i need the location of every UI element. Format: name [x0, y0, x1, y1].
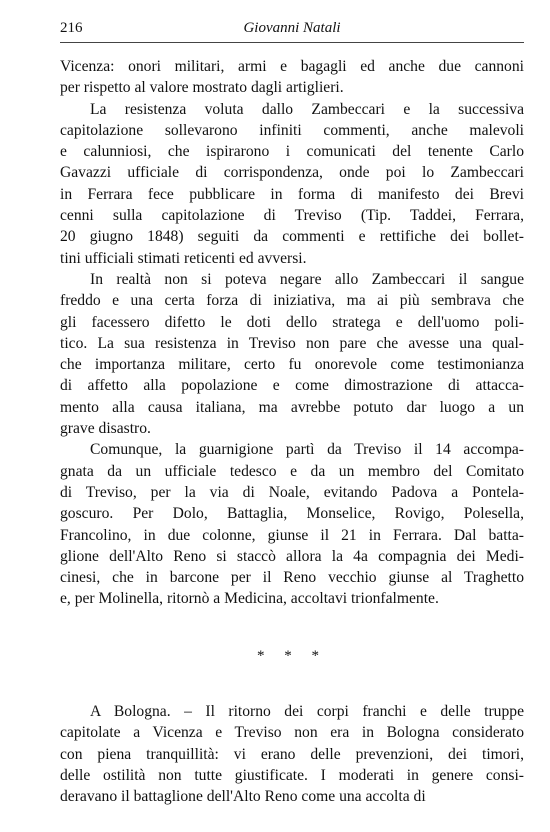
text-line: glione dell'Alto Reno si staccò allora la 4a compagnia dei Medi- — [60, 547, 524, 565]
paragraph — [60, 56, 524, 99]
text-line: 20 giugno 1848) seguiti da commenti e rettifiche dei bollet- — [60, 228, 524, 246]
text-line: goscuro. Per Dolo, Battaglia, Monselice, Rovigo, Polesella, — [60, 505, 524, 523]
text-line: grave disastro. — [60, 420, 151, 438]
page-header — [60, 20, 524, 43]
text-line: capitolazione sollevarono infiniti commenti, anche malevoli — [60, 121, 524, 139]
text-line: Francolino, in due colonne, giunse il 21 in Ferrara. Dal batta- — [60, 526, 524, 544]
text-line: di Treviso, per la via di Noale, evitando Padova a Pontela- — [60, 483, 524, 501]
text-line: che importanza militare, certo fu onorevole come testimonianza — [60, 356, 524, 374]
text-line: deravano il battaglione dell'Alto Reno come una accolta di — [60, 788, 426, 806]
text-line: e calunniosi, che ispirarono i comunicati del tenente Carlo — [60, 143, 524, 161]
text-line: di affetto alla popolazione e come dimostrazione di attacca- — [60, 377, 524, 395]
text-line: cinesi, che in barcone per il Reno vecchio giunse al Traghetto — [60, 569, 524, 587]
text-line: gli facessero difetto le doti dello stratega e dell'uomo poli- — [60, 313, 524, 331]
section-separator: * * * — [257, 647, 327, 664]
text-line: per rispetto al valore mostrato dagli artiglieri. — [60, 79, 344, 97]
paragraph-group — [60, 56, 524, 610]
paragraph — [60, 269, 524, 439]
text-line: e, per Molinella, ritornò a Medicina, accoltavi trionfalmente. — [60, 590, 439, 608]
final-paragraph — [60, 701, 524, 807]
text-line: La resistenza voluta dallo Zambeccari e la successiva — [90, 100, 524, 118]
text-line: delle ostilità non tutte giustificate. I moderati in genere consi- — [60, 766, 524, 784]
paragraph — [60, 701, 524, 807]
text-line: cenni sulla capitolazione di Treviso (Tip. Taddei, Ferrara, — [60, 207, 524, 225]
text-line: in Ferrara fece pubblicare in forma di manifesto dei Brevi — [60, 185, 524, 203]
paragraph — [60, 99, 524, 269]
text-line: A Bologna. – Il ritorno dei corpi franchi e delle truppe — [90, 703, 524, 721]
running-title: Giovanni Natali — [243, 20, 341, 36]
text-line: gnata da un ufficiale tedesco e da un membro del Comitato — [60, 462, 524, 480]
text-line: freddo e una certa forza di iniziativa, ma ai più sembrava che — [60, 292, 524, 310]
page-number: 216 — [60, 20, 83, 36]
body-text — [60, 56, 524, 808]
paragraph — [60, 439, 524, 609]
text-line: Gavazzi ufficiale di corrispondenza, onde poi lo Zambeccari — [60, 164, 524, 182]
text-line: tico. La sua resistenza in Treviso non pare che avesse una qual- — [60, 334, 524, 352]
text-line: mento alla causa italiana, ma avrebbe potuto dar luogo a un — [60, 398, 524, 416]
text-line: con piena tranquillità: vi erano delle prevenzioni, dei timori, — [60, 745, 524, 763]
text-line: tini ufficiali stimati reticenti ed avversi. — [60, 249, 307, 267]
text-line: Comunque, la guarnigione partì da Treviso il 14 accompa- — [90, 441, 524, 459]
text-line: In realtà non si poteva negare allo Zambeccari il sangue — [90, 270, 524, 288]
text-line: capitolate a Vicenza e Treviso non era in Bologna considerato — [60, 724, 524, 742]
text-line: Vicenza: onori militari, armi e bagagli ed anche due cannoni — [60, 58, 524, 75]
